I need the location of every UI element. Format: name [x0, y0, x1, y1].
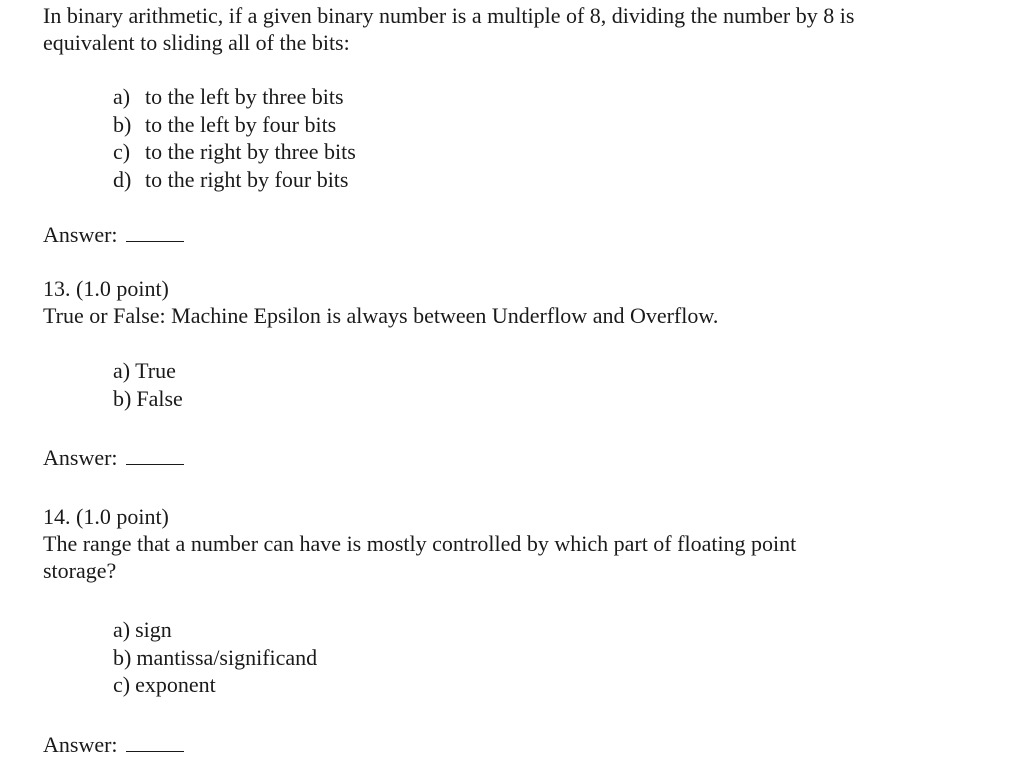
- option-c[interactable]: [113, 671, 317, 699]
- option-letter: a): [113, 617, 131, 643]
- option-text: to the left by four bits: [145, 111, 337, 137]
- option-letter: b): [113, 385, 132, 411]
- question-14-stem: The range that a number can have is mostly controlled by which part of floating point storage?: [43, 531, 797, 583]
- question-13-stem: True or False: Machine Epsilon is always between Underflow and Overflow.: [43, 303, 719, 328]
- option-text: to the left by three bits: [145, 84, 344, 110]
- option-text: to the right by three bits: [145, 139, 356, 165]
- question-13-options: [113, 357, 183, 412]
- question-12-options: [113, 83, 356, 193]
- question-14: [43, 503, 873, 584]
- option-a[interactable]: [113, 616, 317, 644]
- option-d[interactable]: [113, 166, 356, 194]
- option-text: False: [136, 385, 183, 411]
- question-13-header: 13. (1.0 point): [43, 276, 169, 301]
- question-12-stem: In binary arithmetic, if a given binary number is a multiple of 8, dividing the number by 8 is equivalent to sliding all of the bits:: [43, 3, 855, 55]
- option-b[interactable]: [113, 644, 317, 672]
- question-12-answer: [43, 221, 184, 248]
- option-letter: c): [113, 672, 131, 698]
- option-letter: c): [113, 139, 131, 165]
- option-text: mantissa/significand: [136, 644, 318, 670]
- option-text: to the right by four bits: [145, 166, 349, 192]
- option-b[interactable]: [113, 111, 356, 139]
- question-14-header: 14. (1.0 point): [43, 504, 169, 529]
- option-text: True: [135, 358, 176, 384]
- answer-blank[interactable]: [126, 733, 184, 752]
- option-c[interactable]: [113, 138, 356, 166]
- option-letter: a): [113, 358, 131, 384]
- answer-blank[interactable]: [126, 223, 184, 242]
- option-text: sign: [135, 617, 172, 643]
- question-13-answer: [43, 444, 184, 471]
- answer-label: Answer:: [43, 222, 118, 247]
- option-letter: a): [113, 84, 131, 110]
- answer-blank[interactable]: [126, 446, 184, 465]
- option-a[interactable]: [113, 357, 183, 385]
- question-14-options: [113, 616, 317, 699]
- option-letter: d): [113, 166, 132, 192]
- question-13: [43, 275, 923, 329]
- option-text: exponent: [135, 672, 216, 698]
- answer-label: Answer:: [43, 445, 118, 470]
- option-letter: b): [113, 644, 132, 670]
- question-12: [43, 2, 923, 56]
- answer-label: Answer:: [43, 732, 118, 757]
- option-a[interactable]: [113, 83, 356, 111]
- option-letter: b): [113, 111, 132, 137]
- question-14-answer: [43, 731, 184, 758]
- option-b[interactable]: [113, 385, 183, 413]
